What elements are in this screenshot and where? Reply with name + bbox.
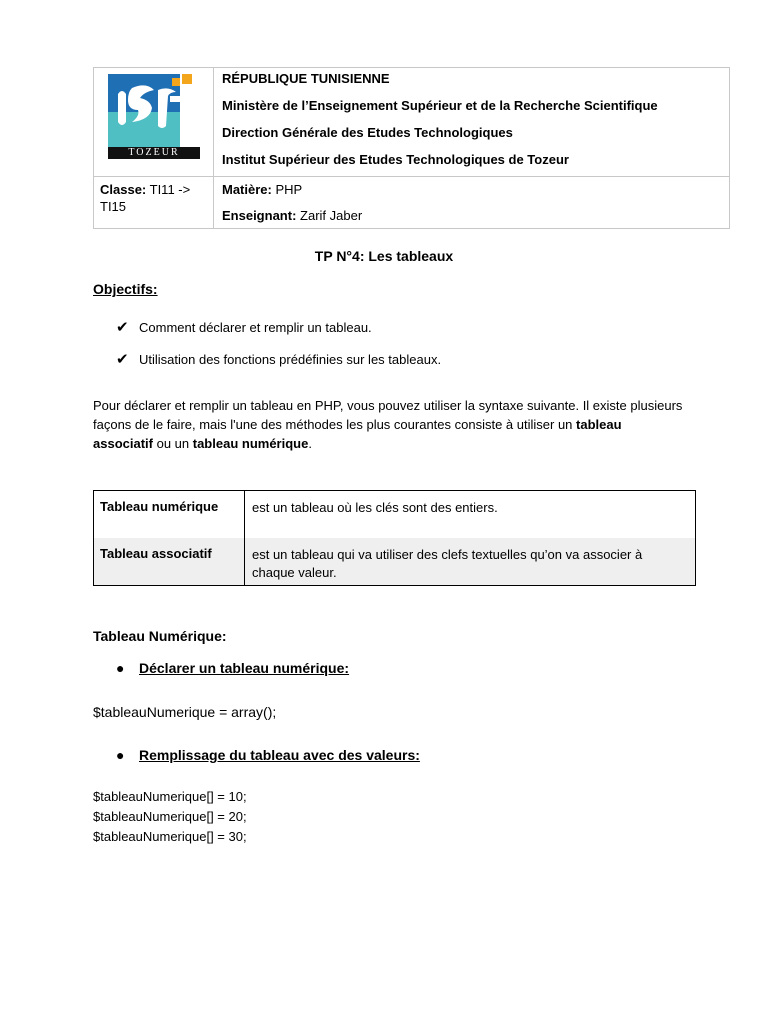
subject-label: Matière: xyxy=(222,182,272,197)
definition-table xyxy=(93,490,696,586)
intro-text: . xyxy=(308,436,312,451)
logo-cell xyxy=(94,68,214,176)
objective-item xyxy=(116,318,372,336)
teacher-label: Enseignant: xyxy=(222,208,297,223)
objective-text: Comment déclarer et remplir un tableau. xyxy=(139,320,372,335)
code-declaration: $tableauNumerique = array(); xyxy=(93,704,277,720)
definition-term: Tableau associatif xyxy=(94,538,245,585)
checkmark-icon: ✔ xyxy=(116,351,129,368)
definition-description: est un tableau qui va utiliser des clefs textuelles qu’on va associer à chaque valeur. xyxy=(252,547,643,580)
class-cell xyxy=(94,176,214,228)
bullet-declare xyxy=(116,660,349,676)
class-value: TI11 -> TI15 xyxy=(100,182,191,214)
subject-cell xyxy=(214,176,729,228)
intro-text: Pour déclarer et remplir un tableau en PHP, vous pouvez utiliser la syntaxe suivante. Il existe plusieurs façons de le faire, mais l'une des méthodes les plus courantes consiste à utiliser un xyxy=(93,398,683,432)
definition-description: est un tableau où les clés sont des entiers. xyxy=(252,500,498,515)
numeric-section-heading: Tableau Numérique: xyxy=(93,628,227,644)
direction-line: Direction Générale des Etudes Technologiques xyxy=(222,125,513,140)
institute-line: Institut Supérieur des Etudes Technologiques de Tozeur xyxy=(222,152,569,167)
header-table xyxy=(93,67,730,229)
objective-text: Utilisation des fonctions prédéfinies sur les tableaux. xyxy=(139,352,442,367)
code-line: $tableauNumerique[] = 30; xyxy=(93,829,247,844)
republic-line: RÉPUBLIQUE TUNISIENNE xyxy=(222,71,390,86)
bullet-text: Déclarer un tableau numérique: xyxy=(139,660,350,676)
class-label: Classe: xyxy=(100,182,147,197)
table-row xyxy=(94,538,695,585)
objective-item xyxy=(116,350,441,368)
bullet-text: Remplissage du tableau avec des valeurs: xyxy=(139,747,420,763)
subject-text xyxy=(222,181,302,198)
logo-caption: TOZEUR xyxy=(108,147,200,159)
definition-term: Tableau numérique xyxy=(94,491,245,538)
bullet-icon: ● xyxy=(116,747,125,763)
objectives-heading: Objectifs: xyxy=(93,281,158,297)
intro-paragraph xyxy=(93,396,683,453)
bullet-icon: ● xyxy=(116,660,125,676)
teacher-value: Zarif Jaber xyxy=(296,208,363,223)
intro-bold-associative: tableau associatif xyxy=(93,417,622,451)
institution-cell xyxy=(214,68,729,176)
code-line: $tableauNumerique[] = 20; xyxy=(93,809,247,824)
class-text xyxy=(100,181,200,215)
intro-text: ou un xyxy=(152,436,193,451)
table-row xyxy=(94,491,695,539)
teacher-text xyxy=(222,207,362,224)
document-title: TP N°4: Les tableaux xyxy=(314,248,454,264)
bullet-fill xyxy=(116,747,420,763)
code-line: $tableauNumerique[] = 10; xyxy=(93,789,247,804)
ministry-line: Ministère de l’Enseignement Supérieur et de la Recherche Scientifique xyxy=(222,98,658,113)
subject-value: PHP xyxy=(271,182,303,197)
checkmark-icon: ✔ xyxy=(116,319,129,336)
intro-bold-numeric: tableau numérique xyxy=(192,436,309,451)
